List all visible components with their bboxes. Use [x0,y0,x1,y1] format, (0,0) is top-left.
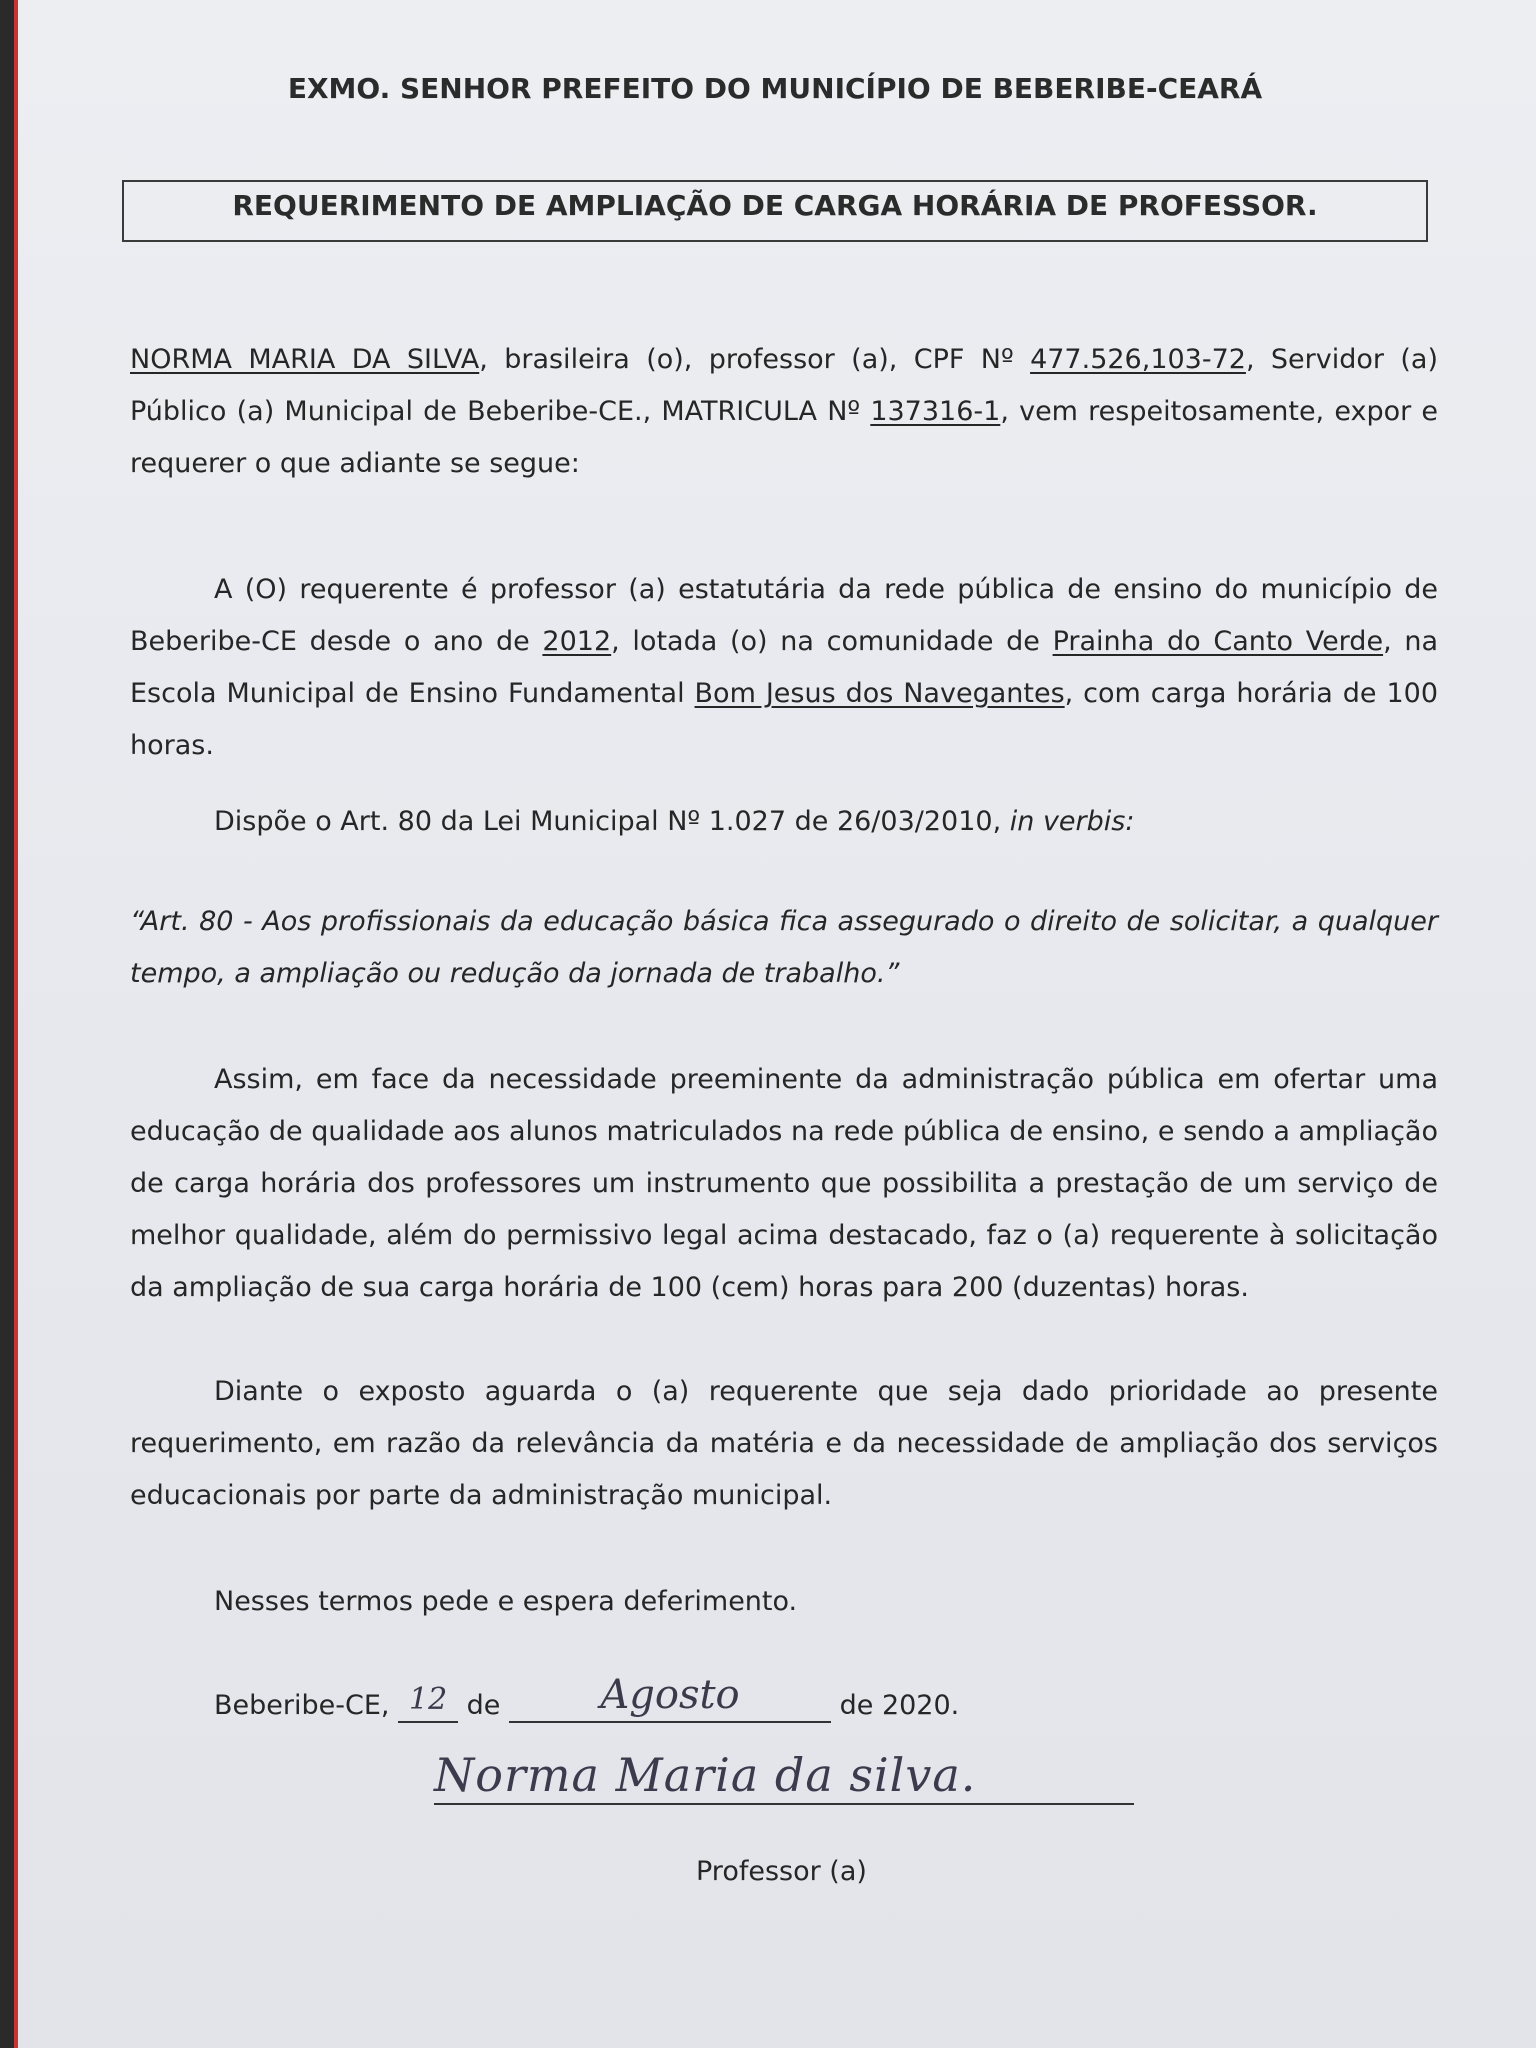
date-de-1: de [466,1690,501,1721]
date-day-handwritten: 12 [408,1682,448,1717]
document-page [14,0,1536,2048]
requester-name: NORMA MARIA DA SILVA [130,344,480,375]
date-month-handwritten: Agosto [600,1672,740,1718]
addressee-heading: EXMO. SENHOR PREFEITO DO MUNICÍPIO DE BEBERIBE-CEARÁ [287,72,1263,105]
cpf-number: 477.526,103-72 [1030,344,1246,375]
intro-text-3: , vem respeitosamente, expor e requerer o que adiante se segue: [130,396,1439,479]
signature-label: Professor (a) [696,1856,867,1887]
employment-text-1: A (O) requerente é professor (a) estatutária da rede pública de ensino do município de Beberibe-CE desde o ano de [130,574,1438,657]
in-verbis: in verbis: [1009,806,1135,837]
law-quote: “Art. 80 - Aos profissionais da educação básica fica assegurado o direito de solicitar, a qualquer tempo, a ampliação ou redução da jornada de trabalho.” [130,906,1438,989]
date-month-field [509,1672,831,1723]
registration-number: 137316-1 [870,396,1001,427]
date-place: Beberibe-CE, [214,1690,390,1721]
paragraph-law-reference [130,796,1438,848]
employment-text-3: , na Escola Municipal de Ensino Fundamental [130,626,1439,709]
document-title-box [122,180,1428,242]
employment-text-4: , com carga horária de 100 horas. [130,678,1438,761]
intro-text-1: , brasileira (o), professor (a), CPF Nº [479,344,1031,375]
document-title: REQUERIMENTO DE AMPLIAÇÃO DE CARGA HORÁRIA DE PROFESSOR. [232,189,1318,222]
intro-paragraph [130,334,1438,490]
start-year: 2012 [542,626,612,657]
date-year: de 2020. [839,1690,960,1721]
paragraph-employment [130,564,1438,772]
community-name: Prainha do Canto Verde [1052,626,1384,657]
paragraph-request: Diante o exposto aguarda o (a) requerente que seja dado prioridade ao presente requerimento, em razão da relevância da matéria e da necessidade de ampliação dos serviços educacionais por parte da administração municipal. [130,1376,1438,1511]
handwritten-signature: Norma Maria da silva. [434,1748,977,1802]
page-edge-marking [14,0,18,2048]
closing-line: Nesses termos pede e espera deferimento. [214,1586,798,1617]
law-reference-text: Dispõe o Art. 80 da Lei Municipal Nº 1.027 de 26/03/2010, [214,806,1010,837]
paragraph-justification: Assim, em face da necessidade preeminente da administração pública em ofertar uma educação de qualidade aos alunos matriculados na rede pública de ensino, e sendo a ampliação de carga horária dos professores um instrumento que possibilita a prestação de um serviço de melhor qualidade, além do permissivo legal acima destacado, faz o (a) requerente à solicitação da ampliação de sua carga horária de 100 (cem) horas para 200 (duzentas) horas. [130,1064,1438,1303]
date-line [214,1672,960,1723]
date-day-field [398,1682,458,1723]
school-name: Bom Jesus dos Navegantes [694,678,1065,709]
signature-line [434,1803,1134,1805]
intro-text-2: , Servidor (a) Público (a) Municipal de Beberibe-CE., MATRICULA Nº [130,344,1438,427]
employment-text-2: , lotada (o) na comunidade de [611,626,1053,657]
